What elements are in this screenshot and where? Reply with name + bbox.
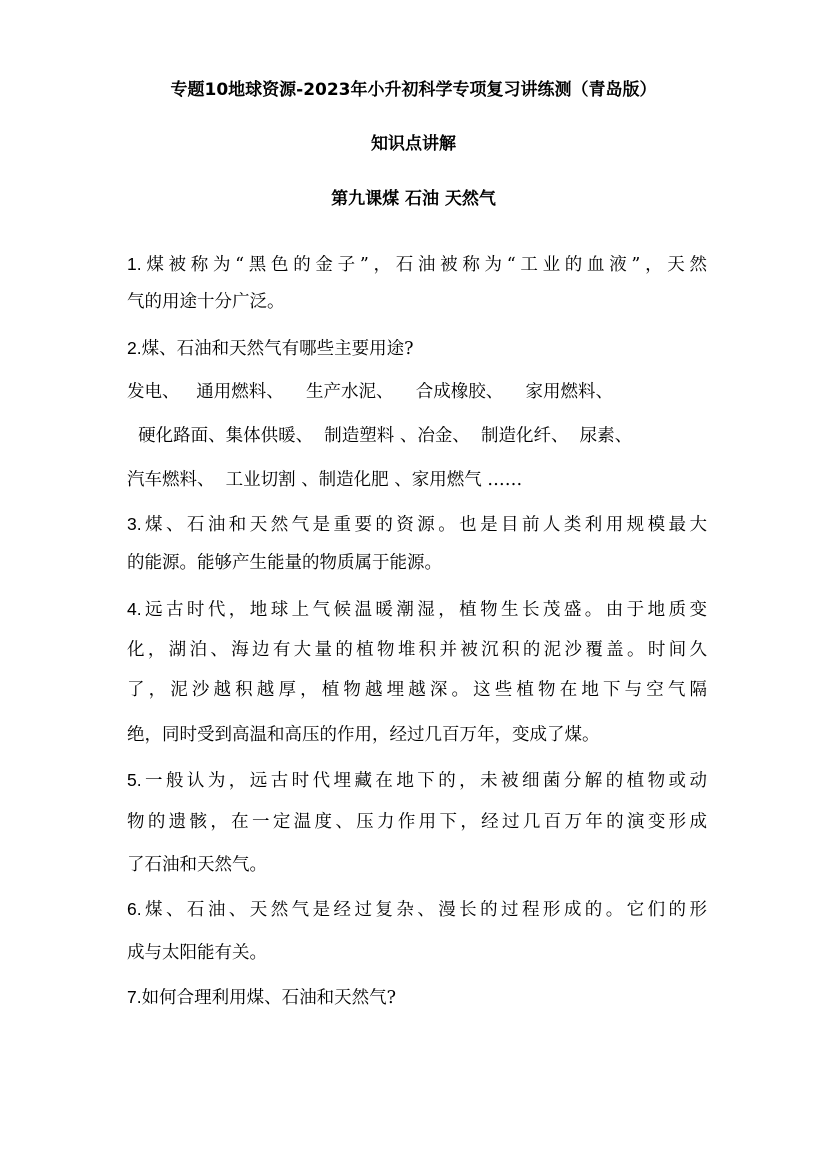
item-number: 6. xyxy=(127,899,142,919)
line-text: 了，泥沙越积越厚，植物越埋越深。这些植物在地下与空气隔 xyxy=(127,680,707,700)
item-number: 7. xyxy=(127,987,142,1007)
item-number: 5. xyxy=(127,770,142,790)
paragraph-line xyxy=(127,511,707,538)
line-text: 发电、 通用燃料、 生产水泥、 合成橡胶、 家用燃料、 xyxy=(127,382,613,402)
item-number: 1. xyxy=(127,254,142,274)
paragraph-line xyxy=(127,722,707,748)
line-text: 硬化路面、集体供暖、 制造塑料 、冶金、 制造化纤、 尿素、 xyxy=(127,426,633,446)
line-text: 物的遗骸，在一定温度、压力作用下，经过几百万年的演变形成 xyxy=(127,812,707,832)
line-text: 煤被称为“黑色的金子”，石油被称为“工业的血液”，天然 xyxy=(141,255,707,275)
paragraph-line xyxy=(127,335,707,362)
line-text: 一般认为，远古时代埋藏在地下的，未被细菌分解的植物或动 xyxy=(141,771,707,791)
item-number: 2. xyxy=(127,338,142,358)
paragraph-line xyxy=(127,984,707,1011)
paragraph-line xyxy=(127,423,707,449)
section-heading: 知识点讲解 xyxy=(371,134,456,154)
paragraph-line xyxy=(127,896,707,923)
paragraph-line xyxy=(127,852,707,878)
paragraph-line xyxy=(127,637,707,663)
line-text: 煤、石油和天然气是重要的资源。也是目前人类利用规模最大 xyxy=(141,515,707,535)
paragraph-line xyxy=(127,596,707,623)
paragraph-line xyxy=(127,809,707,835)
line-text: 成与太阳能有关。 xyxy=(127,943,267,963)
line-text: 绝，同时受到高温和高压的作用，经过几百万年，变成了煤。 xyxy=(127,725,600,745)
line-text: 远古时代，地球上气候温暖潮湿，植物生长茂盛。由于地质变 xyxy=(141,600,707,620)
line-text: 汽车燃料、 工业切割 、制造化肥 、家用燃气 …… xyxy=(127,470,523,490)
paragraph-line xyxy=(127,379,707,405)
line-text: 气的用途十分广泛。 xyxy=(127,292,285,312)
line-text: 煤、石油和天然气有哪些主要用途? xyxy=(141,339,414,359)
paragraph-line xyxy=(127,767,707,794)
line-text: 化，湖泊、海边有大量的植物堆积并被沉积的泥沙覆盖。时间久 xyxy=(127,640,707,660)
paragraph-line xyxy=(127,289,707,315)
item-number: 4. xyxy=(127,599,142,619)
paragraph-line xyxy=(127,677,707,703)
line-text: 的能源。能够产生能量的物质属于能源。 xyxy=(127,553,442,573)
paragraph-line xyxy=(127,251,707,278)
item-number: 3. xyxy=(127,514,142,534)
line-text: 了石油和天然气。 xyxy=(127,855,267,875)
line-text: 如何合理利用煤、石油和天然气? xyxy=(141,988,396,1008)
line-text: 煤、石油、天然气是经过复杂、漫长的过程形成的。它们的形 xyxy=(141,900,707,920)
document-title: 专题10地球资源-2023年小升初科学专项复习讲练测（青岛版） xyxy=(170,80,657,100)
lesson-heading: 第九课煤 石油 天然气 xyxy=(331,189,496,209)
paragraph-line xyxy=(127,550,707,576)
paragraph-line xyxy=(127,467,707,493)
paragraph-line xyxy=(127,940,707,966)
